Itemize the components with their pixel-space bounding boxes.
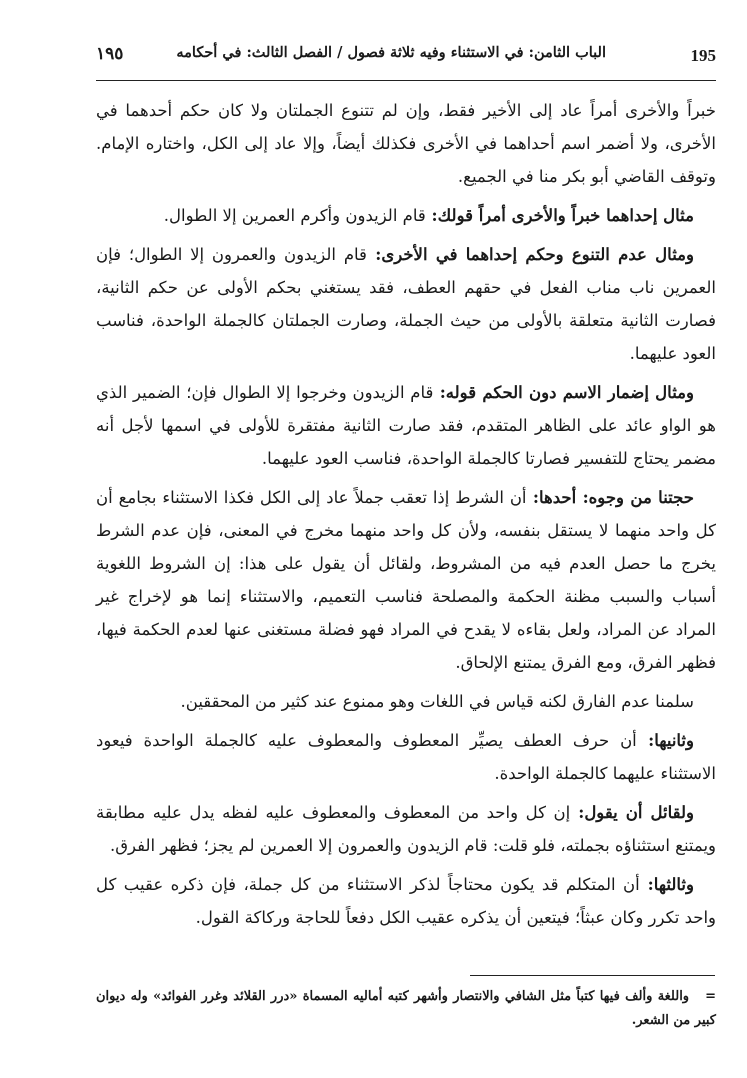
paragraph-8: [96, 796, 716, 862]
footnote-divider: [470, 975, 715, 976]
paragraph-9-lead: وثالثها:: [639, 875, 694, 894]
paragraph-9: [96, 868, 716, 934]
paragraph-2-lead: مثال إحداهما خبراً والأخرى أمراً قولك:: [425, 206, 694, 225]
paragraph-5: [96, 481, 716, 679]
paragraph-8-text: إن كل واحد من المعطوف والمعطوف عليه لفظه يدل عليه مطابقة ويمتنع استثناؤه بجملته، فلو قلت: قام الزيدون والعمرون إلا العمرين لم يجز؛ فظهر الفرق.: [96, 803, 716, 855]
paragraph-1-text: خبراً والأخرى أمراً عاد إلى الأخير فقط، وإن لم تتنوع الجملتان ولا كان حكم أحدهما في الأخرى، ولا أضمر اسم أحداهما في الأخرى فكذلك أيضاً، وإلا عاد إلى الكل، واختاره الإمام. وتوقف القاضي أبو بكر منا في الجميع.: [96, 101, 716, 186]
paragraph-7-text: أن حرف العطف يصيِّر المعطوف والمعطوف عليه كالجملة الواحدة فيعود الاستثناء عليهما كالجملة الواحدة.: [96, 731, 716, 783]
paragraph-8-lead: ولقائل أن يقول:: [570, 803, 694, 822]
main-text: [96, 94, 716, 940]
paragraph-3-lead: ومثال عدم التنوع وحكم إحداهما في الأخرى:: [366, 245, 694, 264]
paragraph-6: [96, 685, 716, 718]
paragraph-6-text: سلمنا عدم الفارق لكنه قياس في اللغات وهو ممنوع عند كثير من المحققين.: [180, 692, 694, 711]
running-header: [96, 44, 716, 74]
footnote: [96, 985, 716, 1033]
header-divider: [96, 80, 716, 81]
paragraph-4: [96, 376, 716, 475]
paragraph-3-text: قام الزيدون والعمرون إلا الطوال؛ فإن العمرين ناب مناب الفعل في حقهم العطف، فقد يستغني بحكم الأولى عن حكم الثانية، فصارت الثانية متعلقة بالأولى من حيث الجملة، وصارت الجملتان كالجملة الواحدة، فناسب العود عليهما.: [96, 245, 716, 363]
paragraph-7-lead: وثانيها:: [636, 731, 694, 750]
paragraph-5-lead: حجتنا من وجوه: أحدها:: [526, 488, 694, 507]
paragraph-3: [96, 238, 716, 370]
page-number-arabic: ١٩٥: [96, 44, 124, 64]
paragraph-4-text: قام الزيدون وخرجوا إلا الطوال فإن؛ الضمير الذي هو الواو عائد على الظاهر المتقدم، فقد صارت الثانية مفتقرة للأولى في اسمها لأجل أنه مضمر يحتاج للتفسير فصارتا كالجملة الواحدة، فناسب العود عليهما.: [96, 383, 716, 468]
paragraph-2: [96, 199, 716, 232]
footnote-text: واللغة وألف فيها كتباً مثل الشافي والانتصار وأشهر كتبه أماليه المسماة «درر القلائد وغرر الفوائد» وله ديوان كبير من الشعر.: [96, 989, 716, 1028]
footnote-marker: =: [705, 989, 716, 1004]
paragraph-9-text: أن المتكلم قد يكون محتاجاً لذكر الاستثناء من كل جملة، فإن ذكره عقيب كل واحد تكرر وكان عبثاً؛ فيتعين أن يذكره عقيب الكل دفعاً للحاجة وركاكة القول.: [96, 875, 716, 927]
paragraph-5-text: أن الشرط إذا تعقب جملاً عاد إلى الكل فكذا الاستثناء بجامع أن كل واحد منهما لا يستقل بنفسه، ولأن كل واحد منهما مخرج في المعنى، فإن عدم الشرط يخرج ما حصل العدم فيه من المشروط، ولقائل أن يقول على هذا: إن الشروط اللغوية أسباب والسبب مظنة الحكمة والمصلحة فناسب التعميم، والاستثناء إنما هو لإخراج غير المراد عن المراد، ولعل بقاءه لا يقدح في المراد فهو فضلة مستغنى عنها لعدم الحكمة فيها، فظهر الفرق، ومع الفرق يمتنع الإلحاق.: [96, 488, 716, 672]
paragraph-7: [96, 724, 716, 790]
page-number-latin: 195: [690, 46, 716, 65]
paragraph-4-lead: ومثال إضمار الاسم دون الحكم قوله:: [433, 383, 694, 402]
running-title: الباب الثامن: في الاستثناء وفيه ثلاثة فصول / الفصل الثالث: في أحكامه: [176, 44, 606, 61]
paragraph-2-text: قام الزيدون وأكرم العمرين إلا الطوال.: [163, 206, 426, 225]
paragraph-1: [96, 94, 716, 193]
